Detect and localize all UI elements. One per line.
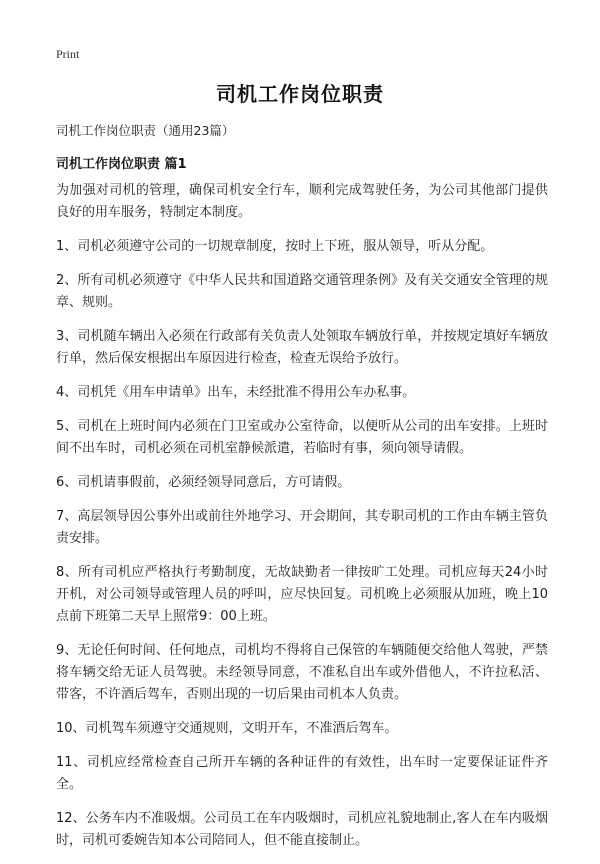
print-label[interactable]: Print bbox=[56, 47, 80, 61]
paragraph-4: 4、司机凭《用车申请单》出车，未经批准不得用公车办私事。 bbox=[56, 385, 416, 400]
paragraph-6: 6、司机请事假前，必须经领导同意后，方可请假。 bbox=[56, 475, 351, 490]
paragraph-8: 8、所有司机应严格执行考勤制度，无故缺勤者一律按旷工处理。司机应每天24小时开机，对公司领导或管理人员的呼叫，应尽快回复。司机晚上必须服从加班，晚上10点前下班第二天早上照常9：00上班。 bbox=[56, 565, 548, 624]
paragraph-intro: 为加强对司机的管理，确保司机安全行车，顺利完成驾驶任务，为公司其他部门提供良好的用车服务，特制定本制度。 bbox=[56, 183, 548, 220]
paragraph-7: 7、高层领导因公事外出或前往外地学习、开会期间，其专职司机的工作由车辆主管负责安排。 bbox=[56, 509, 548, 546]
paragraph-3: 3、司机随车辆出入必须在行政部有关负责人处领取车辆放行单，并按规定填好车辆放行单，然后保安根据出车原因进行检查，检查无误给予放行。 bbox=[56, 329, 548, 366]
paragraph-9: 9、无论任何时间、任何地点，司机均不得将自己保管的车辆随便交给他人驾驶，严禁将车辆交给无证人员驾驶。未经领导同意，不准私自出车或外借他人，不许拉私活、带客，不许酒后驾车，否则出现的一切后果由司机本人负责。 bbox=[56, 643, 548, 702]
paragraph-5: 5、司机在上班时间内必须在门卫室或办公室待命，以便听从公司的出车安排。上班时间不出车时，司机必须在司机室静候派遣，若临时有事，须向领导请假。 bbox=[56, 419, 548, 456]
section-heading: 司机工作岗位职责 篇1 bbox=[56, 157, 187, 172]
document-body bbox=[56, 180, 548, 864]
document-subtitle: 司机工作岗位职责（通用23篇） bbox=[56, 123, 235, 138]
paragraph-12: 12、公务车内不准吸烟。公司员工在车内吸烟时，司机应礼貌地制止,客人在车内吸烟时，司机可委婉告知本公司陪同人，但不能直接制止。 bbox=[56, 811, 548, 848]
paragraph-11: 11、司机应经常检查自己所开车辆的各种证件的有效性，出车时一定要保证证件齐全。 bbox=[56, 755, 548, 792]
paragraph-1: 1、司机必须遵守公司的一切规章制度，按时上下班，服从领导，听从分配。 bbox=[56, 239, 494, 254]
page-title: 司机工作岗位职责 bbox=[216, 82, 384, 106]
paragraph-2: 2、所有司机必须遵守《中华人民共和国道路交通管理条例》及有关交通安全管理的规章、规则。 bbox=[56, 273, 548, 310]
paragraph-10: 10、司机驾车须遵守交通规则，文明开车，不准酒后驾车。 bbox=[56, 721, 398, 736]
